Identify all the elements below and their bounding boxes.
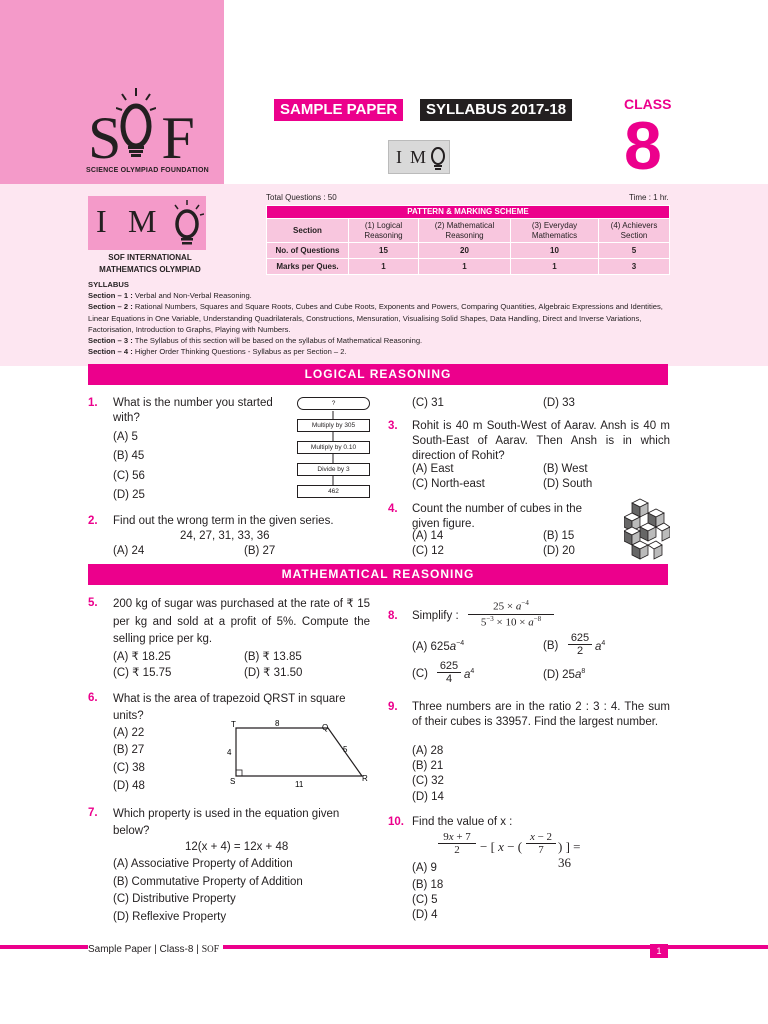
- cell: 15: [349, 243, 419, 259]
- side-top: 8: [275, 719, 280, 728]
- q7-option-c: (C) Distributive Property: [113, 893, 236, 905]
- q4-option-d: (D) 20: [543, 545, 575, 557]
- q7-option-a: (A) Associative Property of Addition: [113, 858, 293, 870]
- q10-number: 10.: [388, 816, 404, 828]
- q8-option-c-frac: 625 4: [437, 660, 461, 685]
- q2-text: Find out the wrong term in the given series.: [113, 515, 334, 527]
- vertex-q: Q: [322, 723, 329, 732]
- col-header: (4) Achievers Section: [599, 219, 670, 243]
- q2-option-b: (B) 27: [244, 545, 276, 557]
- cell: 1: [349, 259, 419, 275]
- q3-option-a: (A) East: [412, 463, 454, 475]
- page-number: 1: [650, 944, 668, 958]
- imo-letter-m: M: [128, 203, 157, 239]
- footer-sof-logo: SOF: [201, 944, 220, 955]
- q8-option-a: (A) $625a^{-4}$: [412, 640, 465, 653]
- q8-option-b-var: $a^4$: [595, 640, 606, 653]
- q10-option-b: (B) 18: [412, 879, 444, 891]
- q9-number: 9.: [388, 701, 398, 713]
- q6-text: What is the area of trapezoid QRST in square units?: [113, 693, 346, 722]
- cell: 3: [599, 259, 670, 275]
- trapezoid-figure: [222, 718, 374, 790]
- q6-number: 6.: [88, 692, 98, 704]
- row-label: Marks per Ques.: [267, 259, 349, 275]
- q7-text: Which property is used in the equation given below?: [113, 808, 340, 837]
- q1-option-a: (A) 5: [113, 431, 138, 443]
- q5-option-d: (D) ₹ 31.50: [244, 667, 303, 679]
- q6-option-a: (A) 22: [113, 727, 145, 739]
- q5-option-c: (C) ₹ 15.75: [113, 667, 172, 679]
- q6-option-c: (C) 38: [113, 762, 145, 774]
- q1-option-b: (B) 45: [113, 450, 145, 462]
- row-label: No. of Questions: [267, 243, 349, 259]
- q3-option-b: (B) West: [543, 463, 588, 475]
- q10-option-a: (A) 9: [412, 862, 437, 874]
- pattern-title: PATTERN & MARKING SCHEME: [267, 206, 670, 219]
- q10-text: Find the value of x :: [412, 816, 513, 828]
- q8-option-c: (C): [412, 668, 428, 680]
- pattern-table: [266, 205, 670, 275]
- q8-fraction: $25 \times a^{-4}$ $5^{-3} \times 10 \times a^{-8}$: [468, 599, 554, 628]
- bulb-icon: [429, 145, 447, 171]
- syllabus-section-4: Section – 4 : Higher Order Thinking Questions - Syllabus as per Section – 2.: [88, 347, 347, 357]
- flow-step: Multiply by 305: [297, 419, 370, 432]
- side-left: 4: [227, 748, 232, 757]
- q9-text: Three numbers are in the ratio 2 : 3 : 4. The sum of their cubes is 33957. Find the largest number.: [412, 701, 670, 728]
- side-right: 5: [343, 745, 348, 754]
- q6-option-b: (B) 27: [113, 744, 145, 756]
- q5-option-b: (B) ₹ 13.85: [244, 651, 302, 663]
- total-questions: Total Questions : 50: [266, 193, 337, 202]
- q5-option-a: (A) ₹ 18.25: [113, 651, 171, 663]
- q4-option-c: (C) 12: [412, 545, 444, 557]
- q4-text: Count the number of cubes in the given figure.: [412, 503, 583, 530]
- section-title-mathematical: MATHEMATICAL REASONING: [88, 564, 668, 585]
- q10-equation: 9x + 7 2 − [ x − ( x − 2 7 ) ] = 36: [438, 831, 586, 865]
- bulb-icon: [116, 86, 156, 158]
- flow-step: Divide by 3: [297, 463, 370, 476]
- q8-option-b: (B): [543, 640, 559, 652]
- q8-option-c-var: $a^4$: [464, 668, 475, 681]
- q3-number: 3.: [388, 420, 398, 432]
- q4-option-b: (B) 15: [543, 530, 575, 542]
- q7-equation: 12(x + 4) = 12x + 48: [185, 841, 289, 853]
- q5-text: 200 kg of sugar was purchased at the rate of ₹ 15 per kg and sold at a profit of 5%. Compute the selling price per kg.: [113, 598, 370, 645]
- col-header: Section: [267, 219, 349, 243]
- q5-number: 5.: [88, 597, 98, 609]
- q9-option-a: (A) 28: [412, 745, 444, 757]
- q1-text: What is the number you started with?: [113, 397, 273, 424]
- bulb-icon: [170, 200, 204, 248]
- syllabus-heading: SYLLABUS: [88, 280, 129, 289]
- cell: 1: [419, 259, 511, 275]
- q3-text: Rohit is 40 m South-West of Aarav. Ansh is 40 m South-East of Aarav. Then Ansh is in which direction of Rohit?: [412, 420, 670, 462]
- q3-option-d: (D) South: [543, 478, 593, 490]
- imo-letter-i: I: [96, 203, 107, 239]
- q10-option-c: (C) 5: [412, 894, 438, 906]
- col-header: (3) Everyday Mathematics: [511, 219, 599, 243]
- q1-option-d: (D) 25: [113, 489, 145, 501]
- q2-number: 2.: [88, 515, 98, 527]
- syllabus-section-2: Section – 2 : Rational Numbers, Squares and Square Roots, Cubes and Cube Roots, Exponents and Powers, Comparing Quantities, Algebraic Expressions and Identities, Linear Equations in One Variable, Understanding Quadrilaterals, Constructions, Mensuration, Visualising Solid Shapes, Data Handling, Direct and Inverse Variations, Factorisation, Introduction to Graphs, Playing with Numbers.: [88, 302, 663, 334]
- time-allowed: Time : 1 hr.: [629, 193, 669, 202]
- q8-number: 8.: [388, 610, 398, 622]
- vertex-r: R: [362, 774, 368, 783]
- syllabus-section-1: Section – 1 : Verbal and Non-Verbal Reasoning.: [88, 291, 252, 301]
- org-name: SCIENCE OLYMPIAD FOUNDATION: [86, 167, 209, 174]
- syllabus-year-tag: SYLLABUS 2017-18: [420, 99, 572, 121]
- q7-number: 7.: [88, 807, 98, 819]
- vertex-t: T: [231, 720, 236, 729]
- imo-small-logo: I M: [388, 140, 450, 174]
- q10-option-d: (D) 4: [412, 909, 438, 921]
- q8-option-b-frac: 625 2: [568, 632, 592, 657]
- col-header: (2) Mathematical Reasoning: [419, 219, 511, 243]
- q8-option-d: (D) $25a^8$: [543, 668, 586, 681]
- q1-option-c: (C) 56: [113, 470, 145, 482]
- flow-step: Multiply by 0.10: [297, 441, 370, 454]
- q2-option-c: (C) 31: [412, 397, 444, 409]
- syllabus-section-3: Section – 3 : The Syllabus of this section will be based on the syllabus of Mathematical Reasoning.: [88, 336, 423, 346]
- cube-figure: [624, 497, 670, 561]
- q9-option-c: (C) 32: [412, 775, 444, 787]
- side-bottom: 11: [295, 780, 304, 789]
- cell: 20: [419, 243, 511, 259]
- q9-option-d: (D) 14: [412, 791, 444, 803]
- q2-series: 24, 27, 31, 33, 36: [180, 530, 270, 542]
- section-title-logical: LOGICAL REASONING: [88, 364, 668, 385]
- sample-paper-tag: SAMPLE PAPER: [274, 99, 403, 121]
- q3-option-c: (C) North-east: [412, 478, 485, 490]
- footer-text: Sample Paper | Class-8 | SOF: [88, 944, 223, 955]
- q2-option-a: (A) 24: [113, 545, 145, 557]
- q1-number: 1.: [88, 397, 98, 409]
- q6-option-d: (D) 48: [113, 780, 145, 792]
- flow-start: ?: [297, 397, 370, 410]
- imo-full-name: SOF INTERNATIONAL MATHEMATICS OLYMPIAD: [99, 253, 201, 274]
- q7-option-d: (D) Reflexive Property: [113, 911, 227, 923]
- class-number: 8: [624, 108, 662, 184]
- q2-option-d: (D) 33: [543, 397, 575, 409]
- cell: 1: [511, 259, 599, 275]
- cell: 5: [599, 243, 670, 259]
- vertex-s: S: [230, 777, 236, 786]
- sof-logo: S F: [88, 105, 199, 171]
- q8-text: Simplify :: [412, 610, 459, 622]
- col-header: (1) Logical Reasoning: [349, 219, 419, 243]
- class-label: CLASS: [624, 96, 672, 112]
- q4-option-a: (A) 14: [412, 530, 444, 542]
- cell: 10: [511, 243, 599, 259]
- syllabus-block: [88, 279, 672, 357]
- q4-number: 4.: [388, 503, 398, 515]
- flow-result: 462: [297, 485, 370, 498]
- q9-option-b: (B) 21: [412, 760, 444, 772]
- q7-option-b: (B) Commutative Property of Addition: [113, 876, 303, 888]
